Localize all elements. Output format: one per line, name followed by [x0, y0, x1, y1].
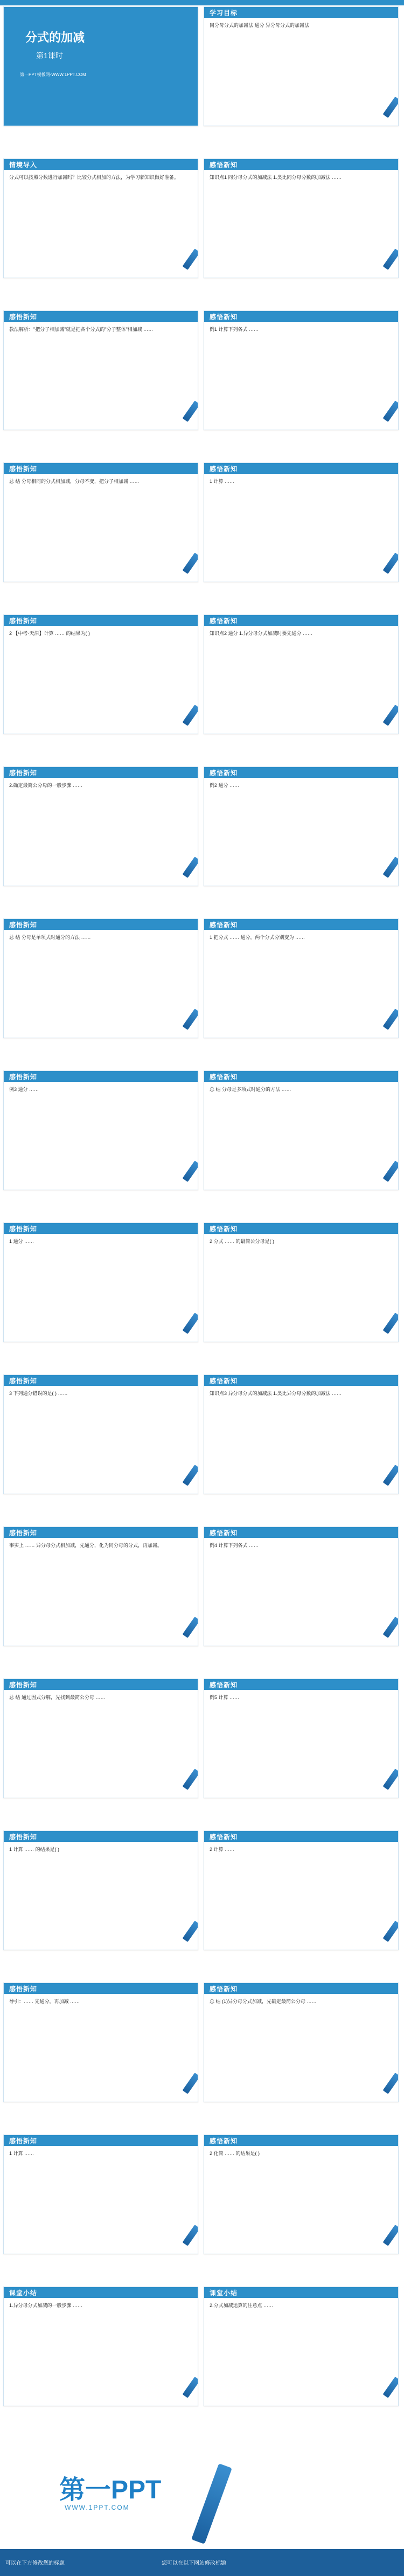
slide-header: [4, 159, 198, 170]
slide-28[interactable]: [204, 1983, 399, 2102]
slide-title: 感悟新知: [210, 2137, 238, 2145]
slide-body: 例1 计算下列各式 ……: [210, 327, 259, 332]
pencil-icon: [191, 2463, 232, 2544]
slide-header: [4, 1679, 198, 1690]
slide-title: 感悟新知: [9, 1681, 38, 1689]
slide-30[interactable]: [204, 2135, 399, 2254]
slide-22[interactable]: [204, 1527, 399, 1646]
slide-header: [4, 1223, 198, 1234]
slide-header: [204, 2135, 398, 2146]
slide-header: [204, 919, 398, 930]
top-bar: [0, 0, 404, 5]
slide-body: 例5 计算 ……: [210, 1695, 240, 1700]
slide-title: 感悟新知: [210, 465, 238, 473]
slide-title: 感悟新知: [210, 1681, 238, 1689]
slide-21[interactable]: [3, 1527, 198, 1646]
slide-body: 2.分式加减运算的注意点 ……: [210, 2303, 274, 2308]
slide-title: 感悟新知: [210, 769, 238, 777]
slide-5[interactable]: [3, 310, 198, 430]
footer-left-text: 可以在下方修改您的标题: [5, 2560, 65, 2566]
slide-title: 感悟新知: [9, 313, 38, 321]
slide-18[interactable]: [204, 1223, 399, 1342]
slide-title: 感悟新知: [9, 465, 38, 473]
slide-title: 感悟新知: [9, 617, 38, 625]
slide-header: [204, 1983, 398, 1994]
slide-header: [204, 1375, 398, 1386]
logo-site: WWW.1PPT.COM: [65, 2504, 130, 2511]
slide-body: 2 分式 …… 的最简公分母是( ): [210, 1239, 275, 1244]
slide-header: [4, 2135, 198, 2146]
slide-title: 感悟新知: [210, 1377, 238, 1385]
slide-3[interactable]: [3, 158, 198, 278]
slide-body: 1 计算 ……: [210, 479, 235, 484]
slide-body: 总 结 分母是多项式时通分的方法 ……: [210, 1087, 291, 1092]
slide-header: [204, 1679, 398, 1690]
slide-body: 1 把分式 …… 通分，两个分式分别变为 ……: [210, 935, 305, 940]
slide-17[interactable]: [3, 1223, 198, 1342]
slide-header: [204, 1071, 398, 1082]
slide-6[interactable]: [204, 310, 399, 430]
slide-20[interactable]: [204, 1375, 399, 1494]
slide-body: 总 结 分母是单项式时通分的方法 ……: [9, 935, 91, 940]
slide-15[interactable]: [3, 1071, 198, 1190]
slide-body: 事实上 …… 异分母分式相加减，先通分，化为同分母的分式，再加减。: [9, 1543, 163, 1548]
slide-title: 感悟新知: [9, 1225, 38, 1233]
slide-14[interactable]: [204, 918, 399, 1038]
slide-title: 课堂小结: [9, 2289, 38, 2297]
slide-header: [204, 7, 398, 18]
slide-title: 感悟新知: [9, 769, 38, 777]
slide-body: 2 【中考·天津】计算 …… 的结果为( ): [9, 631, 90, 636]
slide-title: 感悟新知: [210, 617, 238, 625]
slide-body: 教法解析："把分子相加减"就是把各个分式的"分子整体"相加减 ……: [9, 327, 154, 332]
slide-title: 感悟新知: [9, 921, 38, 929]
slide-header: [204, 463, 398, 474]
slide-header: [204, 1223, 398, 1234]
slide-title: 感悟新知: [210, 161, 238, 169]
slide-title: 感悟新知: [210, 921, 238, 929]
slide-main-title: 分式的加减: [25, 31, 85, 44]
slide-body: 1.异分母分式加减的一般步骤 ……: [9, 2303, 83, 2308]
slide-header: [204, 767, 398, 778]
slide-body: 例2 通分 ……: [210, 783, 240, 788]
slide-title: 感悟新知: [210, 1985, 238, 1993]
slide-body: 总 结 分母相同的分式相加减，分母不变，把分子相加减 ……: [9, 479, 140, 484]
slide-brand: 第一PPT模板网-WWW.1PPT.COM: [20, 72, 86, 77]
slide-header: [4, 311, 198, 322]
slide-26[interactable]: [204, 1831, 399, 1950]
slide-title: 感悟新知: [210, 1833, 238, 1841]
slide-body: 知识点1 同分母分式的加减法 1.类比同分母分数的加减法 ……: [210, 175, 342, 180]
slide-header: [4, 2287, 198, 2298]
slide-header: [4, 919, 198, 930]
slide-1[interactable]: [3, 6, 198, 126]
slide-title: 感悟新知: [9, 1073, 38, 1081]
slide-header: [4, 1983, 198, 1994]
slide-7[interactable]: [3, 462, 198, 582]
slide-body: 例3 通分 ……: [9, 1087, 39, 1092]
slide-body: 导引：…… 先通分，再加减 ……: [9, 1999, 80, 2004]
slide-body: 2.确定最简公分母的一般步骤 ……: [9, 783, 83, 788]
slide-2[interactable]: [204, 6, 399, 126]
slide-29[interactable]: [3, 2135, 198, 2254]
slide-title: 感悟新知: [210, 313, 238, 321]
slide-header: [4, 463, 198, 474]
slide-title: 情境导入: [9, 161, 38, 169]
slide-4[interactable]: [204, 158, 399, 278]
footer-bar: [0, 2549, 404, 2576]
slide-title: 学习目标: [210, 9, 238, 17]
slide-31[interactable]: [3, 2287, 198, 2406]
slide-32[interactable]: [204, 2287, 399, 2406]
slide-title: 感悟新知: [9, 1833, 38, 1841]
slide-body: 3 下列通分错误的是( ) ……: [9, 1391, 68, 1396]
slide-16[interactable]: [204, 1071, 399, 1190]
slide-body: 同分母分式的加减法 通分 异分母分式的加减法: [210, 23, 310, 28]
slide-11[interactable]: [3, 766, 198, 886]
slide-header: [204, 1527, 398, 1538]
slide-body: 分式可以按照分数进行加减吗？比较分式相加的方法，为学习新知识做好准备。: [9, 175, 179, 180]
slide-subtitle: 第1课时: [36, 51, 63, 60]
slide-body: 2 化简 …… 的结果是( ): [210, 2151, 260, 2156]
slide-title: 课堂小结: [210, 2289, 238, 2297]
slide-10[interactable]: [204, 614, 399, 734]
slide-header: [204, 615, 398, 626]
slide-header: [4, 615, 198, 626]
slide-27[interactable]: [3, 1983, 198, 2102]
slide-header: [4, 1071, 198, 1082]
slide-title: 感悟新知: [9, 2137, 38, 2145]
logo: 第一PPT: [59, 2476, 162, 2504]
bottom-banner: [0, 2447, 404, 2576]
slide-header: [204, 2287, 398, 2298]
slide-body: 总 结 通过因式分解，先找到最简公分母 ……: [9, 1695, 106, 1700]
slide-header: [204, 159, 398, 170]
slide-body: 知识点3 异分母分式的加减法 1.类比异分母分数的加减法 ……: [210, 1391, 342, 1396]
slide-body: 1 计算 ……: [9, 2151, 34, 2156]
slide-25[interactable]: [3, 1831, 198, 1950]
slide-body: 1 通分 ……: [9, 1239, 34, 1244]
footer-right-text: 您可以在以下网站修改标题: [162, 2560, 226, 2566]
slide-header: [204, 311, 398, 322]
slide-19[interactable]: [3, 1375, 198, 1494]
slide-8[interactable]: [204, 462, 399, 582]
slide-title: 感悟新知: [210, 1073, 238, 1081]
slide-header: [4, 1527, 198, 1538]
slide-header: [4, 767, 198, 778]
slide-title: 感悟新知: [9, 1529, 38, 1537]
slide-title: 感悟新知: [210, 1529, 238, 1537]
slide-13[interactable]: [3, 918, 198, 1038]
slide-body: 知识点2 通分 1.异分母分式加减时要先通分 ……: [210, 631, 313, 636]
slide-body: 总 结 (1)异分母分式加减，先确定最简公分母 ……: [210, 1999, 317, 2004]
slide-header: [4, 1831, 198, 1842]
slide-12[interactable]: [204, 766, 399, 886]
slide-9[interactable]: [3, 614, 198, 734]
slide-23[interactable]: [3, 1679, 198, 1798]
slide-body: 例4 计算下列各式 ……: [210, 1543, 259, 1548]
slide-title: 感悟新知: [210, 1225, 238, 1233]
slide-24[interactable]: [204, 1679, 399, 1798]
slide-header: [204, 1831, 398, 1842]
slide-title: 感悟新知: [9, 1377, 38, 1385]
slide-body: 2 计算 ……: [210, 1847, 235, 1852]
slide-header: [4, 1375, 198, 1386]
slide-title: 感悟新知: [9, 1985, 38, 1993]
slide-body: 1 计算 …… 的结果是( ): [9, 1847, 60, 1852]
